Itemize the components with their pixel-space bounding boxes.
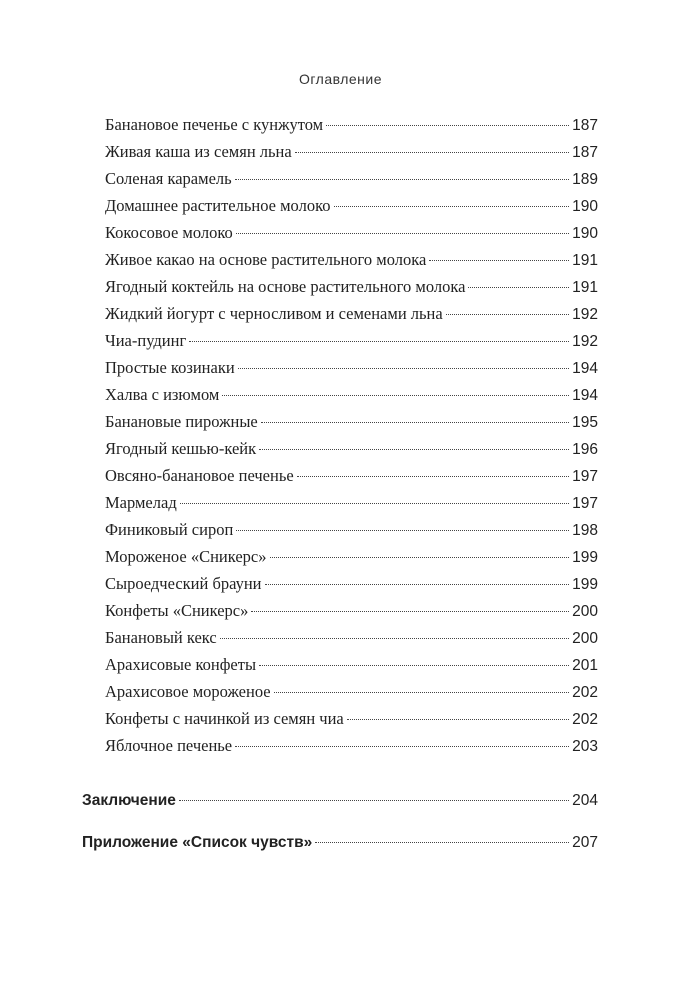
toc-entry[interactable] — [105, 465, 598, 487]
toc-entry-page: 189 — [572, 171, 598, 188]
toc-entry-title: Простые козинаки — [105, 358, 235, 377]
dot-leader — [222, 395, 569, 396]
dot-leader — [265, 584, 570, 585]
toc-entry-page: 197 — [572, 468, 598, 485]
toc-entry-page: 199 — [572, 549, 598, 566]
toc-entry[interactable] — [105, 654, 598, 676]
toc-entry-title: Живое какао на основе растительного молока — [105, 250, 427, 269]
toc-entry-title: Банановое печенье с кунжутом — [105, 115, 324, 134]
running-head: Оглавление — [298, 71, 383, 87]
toc-entry-page: 196 — [572, 441, 598, 458]
toc-entry-page: 198 — [572, 522, 598, 539]
toc-entry-page: 199 — [572, 576, 598, 593]
toc-entry-title: Конфеты с начинкой из семян чиа — [105, 709, 344, 728]
toc-entry-title: Арахисовое мороженое — [105, 682, 271, 701]
toc-entry-page: 194 — [572, 360, 598, 377]
dot-leader — [261, 422, 569, 423]
toc-entry-title: Ягодный кешью-кейк — [105, 439, 257, 458]
toc-entry-title: Конфеты «Сникерс» — [105, 601, 249, 620]
dot-leader — [295, 152, 569, 153]
dot-leader — [326, 125, 569, 126]
toc-section-page: 204 — [572, 792, 598, 809]
toc-entry[interactable] — [105, 195, 598, 217]
dot-leader — [220, 638, 569, 639]
dot-leader — [235, 179, 569, 180]
toc-entry-page: 190 — [572, 225, 598, 242]
dot-leader — [334, 206, 570, 207]
dot-leader — [315, 842, 569, 843]
toc-entry-title: Финиковый сироп — [105, 520, 234, 539]
toc-entry-title: Яблочное печенье — [105, 736, 233, 755]
dot-leader — [270, 557, 570, 558]
dot-leader — [446, 314, 569, 315]
toc-entry-title: Арахисовые конфеты — [105, 655, 257, 674]
toc-entry[interactable] — [105, 303, 598, 325]
toc-entry[interactable] — [105, 573, 598, 595]
toc-entry-title: Халва с изюмом — [105, 385, 220, 404]
toc-section-conclusion[interactable] — [82, 790, 598, 812]
toc-entry[interactable] — [105, 384, 598, 406]
dot-leader — [259, 665, 569, 666]
dot-leader — [238, 368, 569, 369]
toc-entry-page: 202 — [572, 684, 598, 701]
toc-entry-page: 190 — [572, 198, 598, 215]
toc-entry[interactable] — [105, 546, 598, 568]
toc-entry[interactable] — [105, 276, 598, 298]
dot-leader — [180, 503, 569, 504]
dot-leader — [251, 611, 569, 612]
toc-entry[interactable] — [105, 600, 598, 622]
toc-entry-page: 202 — [572, 711, 598, 728]
toc-entry-page: 197 — [572, 495, 598, 512]
toc-entry-title: Жидкий йогурт с черносливом и семенами льна — [105, 304, 443, 323]
toc-entry-page: 191 — [572, 252, 598, 269]
toc-entry-title: Банановые пирожные — [105, 412, 258, 431]
toc-entry-page: 194 — [572, 387, 598, 404]
toc-entry-page: 195 — [572, 414, 598, 431]
toc-entry[interactable] — [105, 330, 598, 352]
dot-leader — [236, 233, 569, 234]
toc-entry-page: 201 — [572, 657, 598, 674]
toc-section-page: 207 — [572, 834, 598, 851]
dot-leader — [235, 746, 569, 747]
toc-entry-title: Банановый кекс — [105, 628, 217, 647]
toc-entry[interactable] — [105, 627, 598, 649]
toc-entry-title: Мармелад — [105, 493, 177, 512]
dot-leader — [236, 530, 569, 531]
dot-leader — [179, 800, 569, 801]
toc-entry-page: 187 — [572, 117, 598, 134]
toc-section-title: Заключение — [82, 792, 176, 809]
toc-entry-title: Кокосовое молоко — [105, 223, 233, 242]
toc-entry[interactable] — [105, 357, 598, 379]
toc-entry[interactable] — [105, 519, 598, 541]
toc-entry-page: 200 — [572, 603, 598, 620]
toc-entry-page: 192 — [572, 306, 598, 323]
toc-entry[interactable] — [105, 708, 598, 730]
dot-leader — [429, 260, 569, 261]
toc-entry[interactable] — [105, 141, 598, 163]
dot-leader — [259, 449, 569, 450]
toc-entry-title: Овсяно-банановое печенье — [105, 466, 294, 485]
toc-entry-page: 200 — [572, 630, 598, 647]
toc-entry[interactable] — [105, 411, 598, 433]
toc-entry[interactable] — [105, 492, 598, 514]
toc-entry-page: 187 — [572, 144, 598, 161]
toc-entry[interactable] — [105, 681, 598, 703]
toc-entry-title: Мороженое «Сникерс» — [105, 547, 267, 566]
toc-entry-title: Чиа-пудинг — [105, 331, 187, 350]
dot-leader — [468, 287, 569, 288]
toc-entry-page: 192 — [572, 333, 598, 350]
toc-entry[interactable] — [105, 114, 598, 136]
toc-entry-title: Соленая карамель — [105, 169, 232, 188]
dot-leader — [297, 476, 569, 477]
dot-leader — [274, 692, 570, 693]
toc-entry[interactable] — [105, 222, 598, 244]
toc-entry[interactable] — [105, 735, 598, 757]
dot-leader — [347, 719, 569, 720]
toc-entry-title: Ягодный коктейль на основе растительного молока — [105, 277, 466, 296]
toc-entry[interactable] — [105, 249, 598, 271]
toc-entry[interactable] — [105, 168, 598, 190]
toc-entry-title: Живая каша из семян льна — [105, 142, 292, 161]
toc-entry-page: 191 — [572, 279, 598, 296]
toc-entry-page: 203 — [572, 738, 598, 755]
toc-entry-title: Домашнее растительное молоко — [105, 196, 331, 215]
toc-entry[interactable] — [105, 438, 598, 460]
toc-entry-title: Сыроедческий брауни — [105, 574, 262, 593]
toc-section-appendix[interactable] — [82, 832, 598, 854]
dot-leader — [189, 341, 569, 342]
toc-section-title: Приложение «Список чувств» — [82, 834, 313, 851]
